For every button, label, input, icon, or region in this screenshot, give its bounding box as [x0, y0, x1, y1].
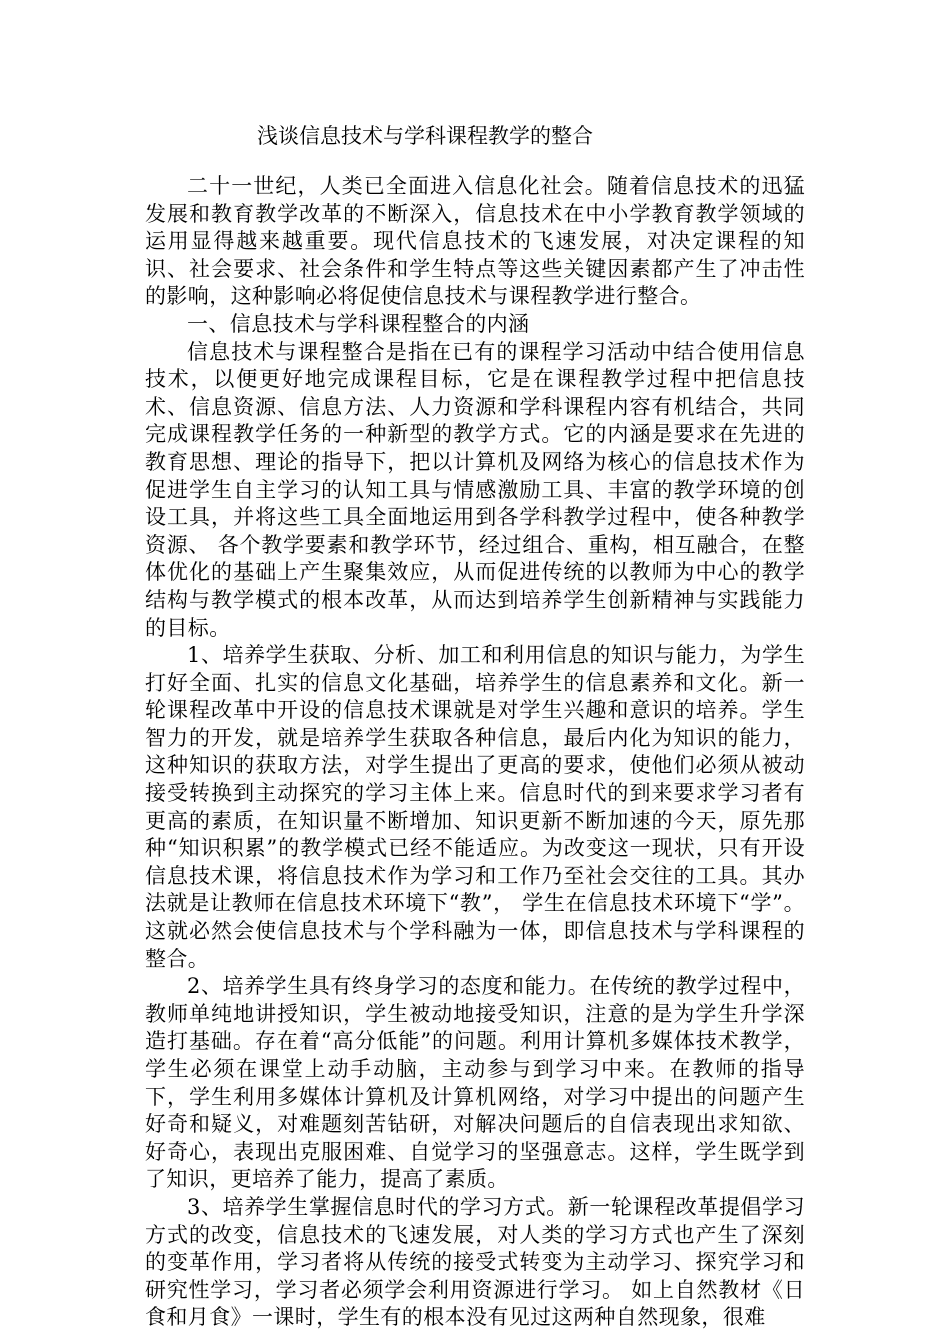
document-body: [145, 173, 805, 1332]
paragraph-definition: 信息技术与课程整合是指在已有的课程学习活动中结合使用信息技术，以便更好地完成课程目标，它是在课程教学过程中把信息技术、信息资源、信息方法、人力资源和学科课程内容有机结合，共同完成课程教学任务的一种新型的教学方式。它的内涵是要求在先进的教育思想、理论的指导下，把以计算机及网络为核心的信息技术作为促进学生自主学习的认知工具与情感激励工具、丰富的教学环境的创设工具，并将这些工具全面地运用到各学科教学过程中，使各种教学资源、 各个教学要素和教学环节，经过组合、重构，相互融合，在整体优化的基础上产生聚集效应，从而促进传统的以教师为中心的教学结构与教学模式的根本改革，从而达到培养学生创新精神与实践能力的目标。: [145, 339, 805, 640]
document-title: 浅谈信息技术与学科课程教学的整合: [257, 124, 593, 148]
paragraph-intro: 二十一世纪，人类已全面进入信息化社会。随着信息技术的迅猛发展和教育教学改革的不断深入，信息技术在中小学教育教学领域的运用显得越来越重要。现代信息技术的飞速发展，对决定课程的知识、社会要求、社会条件和学生特点等这些关键因素都产生了冲击性的影响，这种影响必将促使信息技术与课程教学进行整合。: [145, 174, 805, 309]
paragraph-point-3: 3、培养学生掌握信息时代的学习方式。新一轮课程改革提倡学习方式的改变，信息技术的飞速发展，对人类的学习方式也产生了深刻的变革作用，学习者将从传统的接受式转变为主动学习、探究学习和研究性学习，学习者必须学会利用资源进行学习。 如上自然教材《日食和月食》一课时，学生有的根本没有见过这两种自然现象，很难: [145, 1194, 805, 1330]
section-heading-1: 一、信息技术与学科课程整合的内涵: [187, 311, 530, 336]
paragraph-point-1: 1、培养学生获取、分析、加工和利用信息的知识与能力，为学生打好全面、扎实的信息文化基础，培养学生的信息素养和文化。新一轮课程改革中开设的信息技术课就是对学生兴趣和意识的培养。学生智力的开发，就是培养学生获取各种信息，最后内化为知识的能力，这种知识的获取方法，对学生提出了更高的要求，使他们必须从被动接受转换到主动探究的学习主体上来。信息时代的到来要求学习者有更高的素质，在知识量不断增加、知识更新不断加速的今天，原先那种“知识积累”的教学模式已经不能适应。为改变这一现状，只有开设信息技术课，将信息技术作为学习和工作乃至社会交往的工具。其办法就是让教师在信息技术环境下“教”， 学生在信息技术环境下“学”。这就必然会使信息技术与个学科融为一体，即信息技术与学科课程的整合。: [145, 643, 805, 971]
paragraph-point-2: 2、培养学生具有终身学习的态度和能力。在传统的教学过程中，教师单纯地讲授知识，学生被动地接受知识，注意的是为学生升学深造打基础。存在着“高分低能”的问题。利用计算机多媒体技术教学，学生必须在课堂上动手动脑，主动参与到学习中来。在教师的指导下，学生利用多媒体计算机及计算机网络，对学习中提出的问题产生好奇和疑义，对难题刻苦钻研，对解决问题后的自信表现出求知欲、好奇心，表现出克服困难、自觉学习的坚强意志。这样，学生既学到了知识，更培养了能力，提高了素质。: [145, 974, 805, 1192]
